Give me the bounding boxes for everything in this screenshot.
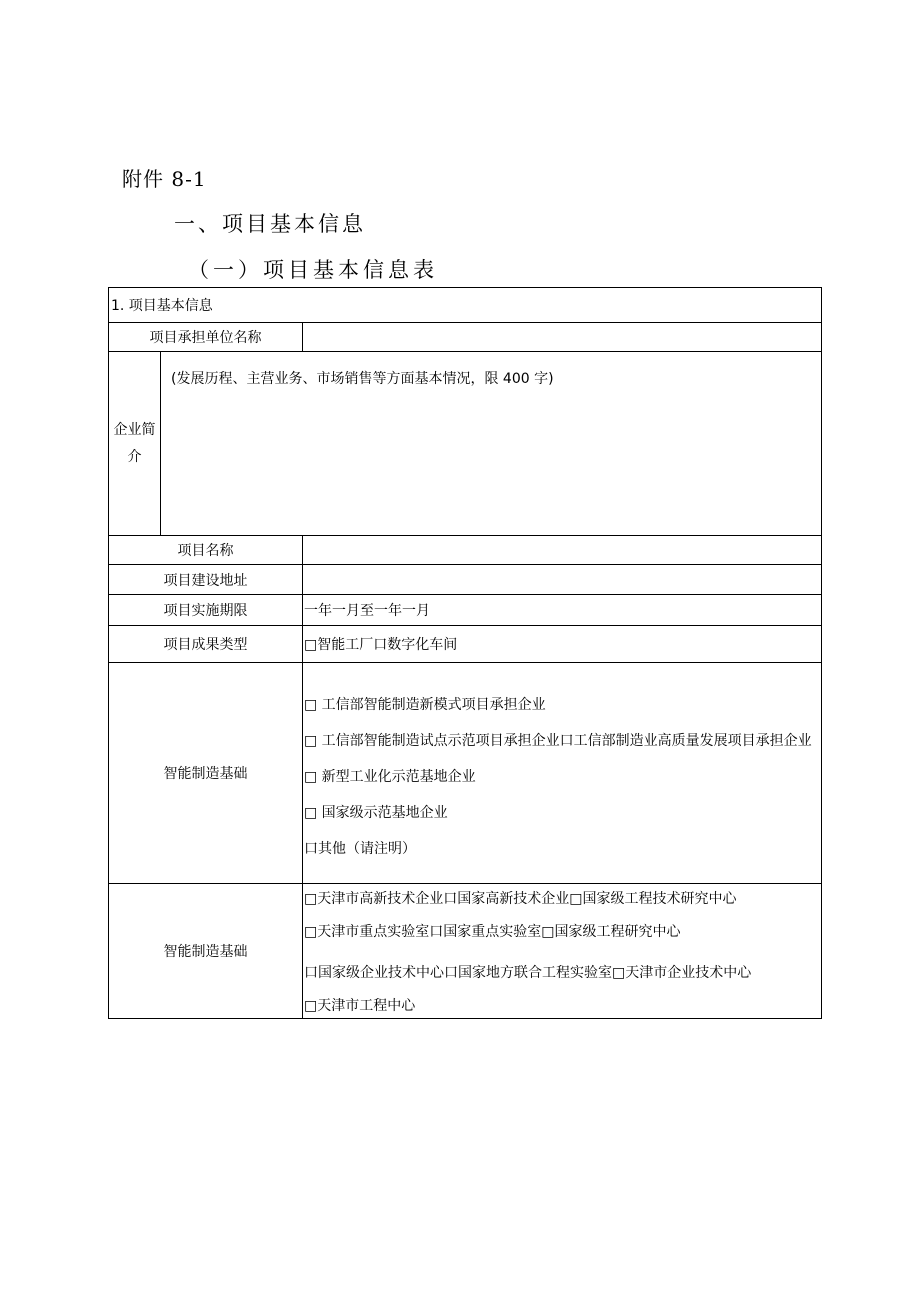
subsection-title: （一）项目基本信息表 xyxy=(188,258,438,282)
project-info-table xyxy=(108,287,822,1019)
undertaking-unit-label: 项目承担单位名称 xyxy=(109,323,303,352)
row-construction-address xyxy=(109,565,822,595)
checkbox-option[interactable]: 口国家级企业技术中心口国家地方联合工程实验室□天津市企业技术中心 xyxy=(304,965,752,981)
company-intro-label-line1: 企业简 xyxy=(113,421,156,438)
project-name-field[interactable] xyxy=(303,536,822,565)
smart-mfg-platform-options xyxy=(303,884,822,1019)
table-caption-row xyxy=(109,288,822,323)
result-type-label: 项目成果类型 xyxy=(109,626,303,663)
checkbox-option[interactable]: □天津市工程中心 xyxy=(304,998,416,1014)
checkbox-option[interactable]: 口其他（请注明） xyxy=(304,841,416,857)
company-intro-label-line2: 介 xyxy=(127,448,142,465)
row-project-name xyxy=(109,536,822,565)
company-intro-field[interactable] xyxy=(161,352,822,536)
construction-address-label: 项目建设地址 xyxy=(109,565,303,595)
implementation-period-field[interactable]: 一年一月至一年一月 xyxy=(303,595,822,626)
construction-address-field[interactable] xyxy=(303,565,822,595)
checkbox-option[interactable]: □ 工信部智能制造试点示范项目承担企业口工信部制造业高质量发展项目承担企业 xyxy=(304,733,812,749)
row-smart-mfg-base xyxy=(109,663,822,884)
row-result-type xyxy=(109,626,822,663)
row-company-intro xyxy=(109,352,822,536)
row-smart-mfg-platform xyxy=(109,884,822,1019)
checkbox-option[interactable]: □天津市重点实验室口国家重点实验室□国家级工程研究中心 xyxy=(304,924,681,940)
table-caption: 1. 项目基本信息 xyxy=(109,288,822,323)
checkbox-option[interactable]: □天津市高新技术企业口国家高新技术企业□国家级工程技术研究中心 xyxy=(304,891,737,907)
implementation-period-label: 项目实施期限 xyxy=(109,595,303,626)
checkbox-option[interactable]: □ 新型工业化示范基地企业 xyxy=(304,769,476,785)
smart-mfg-base-options xyxy=(303,663,822,884)
smart-mfg-platform-label: 智能制造基础 xyxy=(109,884,303,1019)
company-intro-label xyxy=(109,352,161,536)
project-name-label: 项目名称 xyxy=(109,536,303,565)
undertaking-unit-field[interactable] xyxy=(303,323,822,352)
smart-mfg-base-label: 智能制造基础 xyxy=(109,663,303,884)
checkbox-option[interactable]: □ 工信部智能制造新模式项目承担企业 xyxy=(304,697,546,713)
row-implementation-period xyxy=(109,595,822,626)
section-title: 一、项目基本信息 xyxy=(174,212,366,236)
row-undertaking-unit xyxy=(109,323,822,352)
checkbox-option[interactable]: □ 国家级示范基地企业 xyxy=(304,805,448,821)
attachment-label: 附件 8-1 xyxy=(122,167,207,191)
result-type-options[interactable]: □智能工厂口数字化车间 xyxy=(303,626,822,663)
company-intro-hint: (发展历程、主营业务、市场销售等方面基本情况，限 400 字) xyxy=(171,371,554,387)
